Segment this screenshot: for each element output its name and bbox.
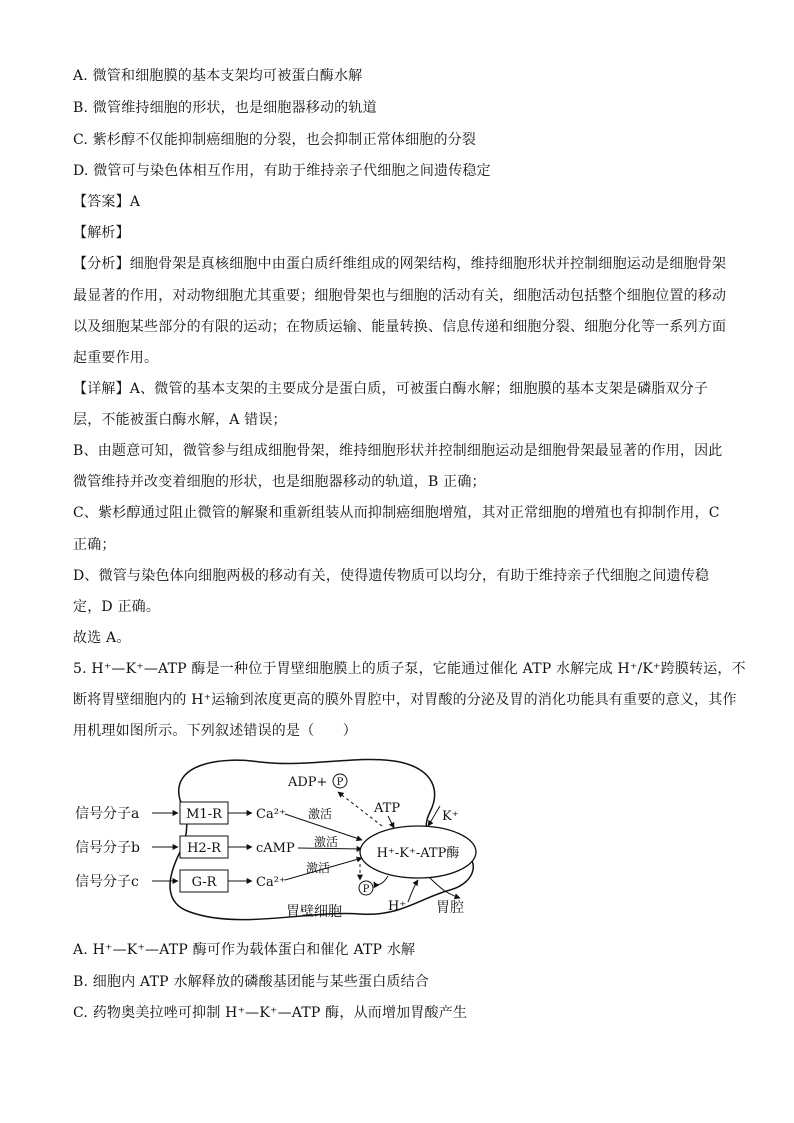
k-ion-arrow (428, 806, 440, 826)
analysis-line: 【分析】细胞骨架是真核细胞中由蛋白质纤维组成的网架结构，维持细胞形状并控制细胞运动是细胞骨架 (73, 256, 727, 272)
h-ion-label: H⁺ (388, 899, 407, 914)
analysis-line: 定，D 正确。 (73, 599, 161, 615)
messenger-ca-1: Ca²⁺ (256, 807, 286, 822)
q5-option-b: B. 细胞内 ATP 水解释放的磷酸基团能与某些蛋白质结合 (73, 974, 429, 990)
atp-label: ATP (374, 801, 401, 816)
analysis-heading: 【解析】 (73, 225, 130, 241)
k-ion-label: K⁺ (442, 809, 459, 824)
q5-option-a: A. H⁺—K⁺—ATP 酶可作为载体蛋白和催化 ATP 水解 (73, 942, 416, 958)
analysis-line: 层，不能被蛋白酶水解，A 错误； (73, 412, 287, 428)
enzyme-label: H⁺-K⁺-ATP酶 (376, 846, 460, 861)
receptor-gr-label: G-R (191, 875, 217, 890)
option-b: B. 微管维持细胞的形状，也是细胞器移动的轨道 (73, 100, 377, 116)
analysis-line: 【详解】A、微管的基本支架的主要成分是蛋白质，可被蛋白酶水解；细胞膜的基本支架是磷脂双分子 (73, 381, 709, 397)
option-a: A. 微管和细胞膜的基本支架均可被蛋白酶水解 (73, 68, 363, 84)
question5-line: 断将胃壁细胞内的 H⁺运输到浓度更高的膜外胃腔中，对胃酸的分泌及胃的消化功能具有重要的意义，其作 (73, 692, 737, 708)
signal-a-label: 信号分子a (75, 806, 140, 822)
analysis-line: B、由题意可知，微管参与组成细胞骨架，维持细胞形状并控制细胞运动是细胞骨架最显著的作用，因此 (73, 443, 723, 459)
analysis-line: 故选 A。 (73, 630, 131, 646)
option-d: D. 微管可与染色体相互作用，有助于维持亲子代细胞之间遗传稳定 (73, 163, 491, 179)
messenger-camp: cAMP (256, 841, 295, 856)
analysis-line: 起重要作用。 (73, 350, 159, 366)
analysis-line: 最显著的作用，对动物细胞尤其重要；细胞骨架也与细胞的活动有关，细胞活动包括整个细胞位置的移动 (73, 288, 727, 304)
receptor-h2r-label: H2-R (187, 841, 221, 856)
mechanism-diagram (70, 752, 490, 928)
question5-line: 5. H⁺—K⁺—ATP 酶是一种位于胃壁细胞膜上的质子泵，它能通过催化 ATP 水解完成 H⁺/K⁺跨膜转运，不 (73, 661, 746, 677)
signal-c-label: 信号分子c (75, 874, 139, 890)
receptor-m1r-label: M1-R (186, 807, 222, 822)
lumen-label: 胃腔 (436, 900, 464, 916)
analysis-line: 以及细胞某些部分的有限的运动；在物质运输、能量转换、信息传递和细胞分裂、细胞分化等一系列方面 (73, 319, 727, 335)
bound-pi-label: P (362, 884, 370, 895)
messenger-ca-2: Ca²⁺ (256, 875, 286, 890)
answer-line (73, 192, 140, 212)
atp-arrow (388, 816, 394, 828)
bound-pi-arrow (374, 876, 388, 884)
cell-label: 胃壁细胞 (286, 904, 342, 920)
pi-label: P (336, 777, 344, 788)
option-c: C. 紫杉醇不仅能抑制癌细胞的分裂，也会抑制正常体细胞的分裂 (73, 132, 477, 148)
activate-label-1: 激活 (308, 807, 333, 821)
analysis-line: 微管维持并改变着细胞的形状，也是细胞器移动的轨道，B 正确； (73, 474, 486, 490)
question5-line: 用机理如图所示。下列叙述错误的是（ ） (73, 723, 357, 739)
analysis-line: C、紫杉醇通过阻止微管的解聚和重新组装从而抑制癌细胞增殖，其对正常细胞的增殖也有抑制作用，C (73, 505, 720, 521)
signal-b-label: 信号分子b (75, 840, 140, 856)
activate-label-3: 激活 (306, 861, 331, 875)
analysis-line: 正确； (73, 537, 116, 553)
activate-label-2: 激活 (314, 835, 339, 849)
q5-option-c: C. 药物奥美拉唑可抑制 H⁺—K⁺—ATP 酶，从而增加胃酸产生 (73, 1005, 468, 1021)
analysis-line: D、微管与染色体向细胞两极的移动有关，使得遗传物质可以均分，有助于维持亲子代细胞之间遗传稳 (73, 568, 710, 584)
adp-label: ADP+ (288, 775, 328, 790)
answer-value: A (129, 194, 141, 210)
answer-label: 【答案】 (73, 194, 130, 210)
h-ion-arrow (408, 880, 418, 902)
